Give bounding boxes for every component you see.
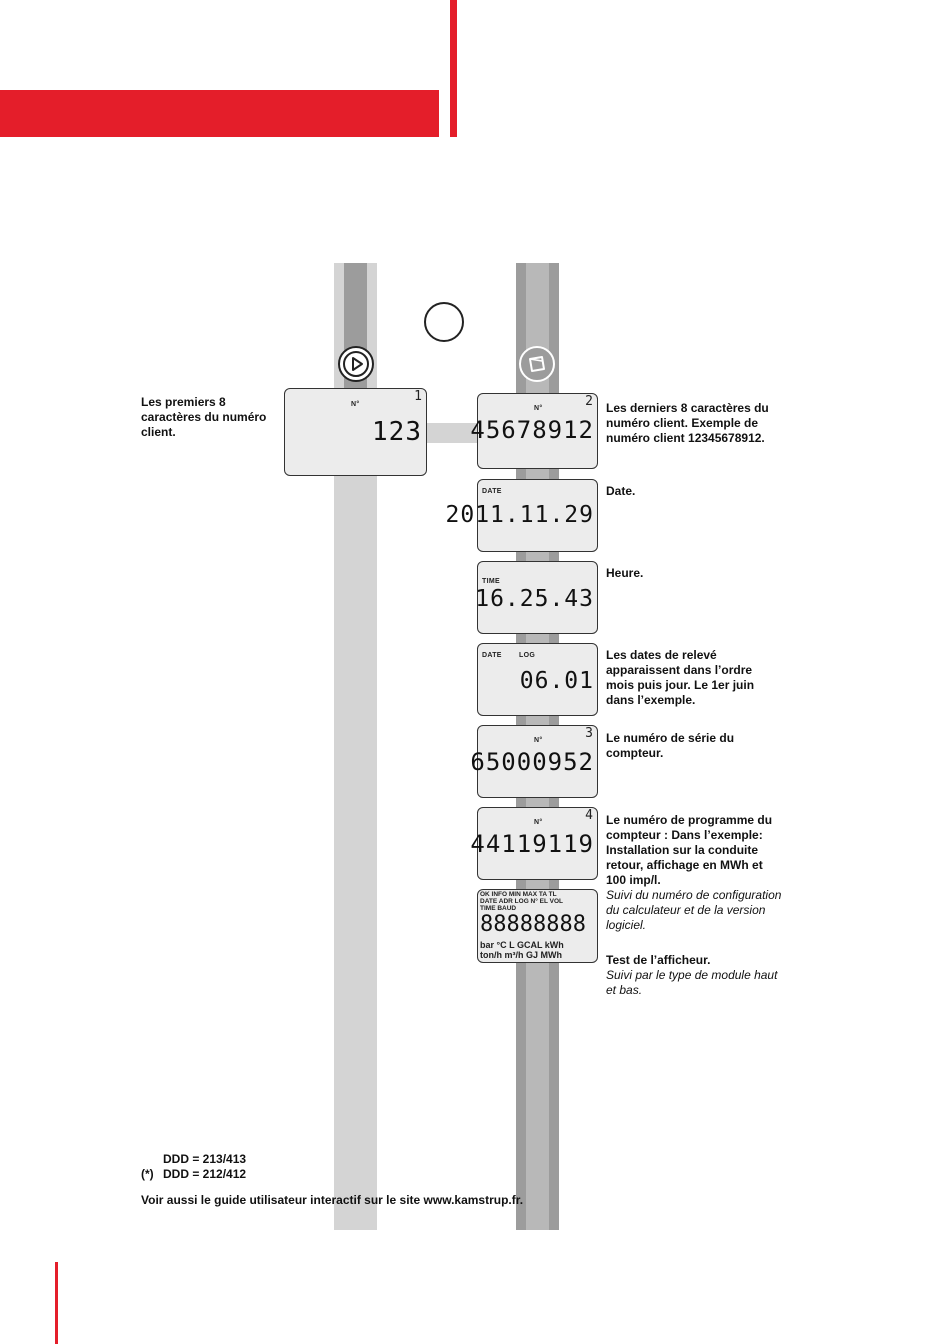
ddd-prefix: (*) <box>141 1167 154 1181</box>
lcd-value: 06.01 <box>519 668 594 694</box>
time-description: Heure. <box>606 566 644 580</box>
circle-icon <box>424 302 464 342</box>
lcd-value: 44119119 <box>470 830 594 858</box>
lcd-label: TIME <box>482 578 500 585</box>
header-red-bar <box>0 90 439 137</box>
header-red-divider <box>450 0 457 137</box>
test-segment-labels <box>480 891 563 912</box>
log-description: Les dates de relevé apparaissent dans l’ordre mois puis jour. Le 1er juin dans l’exemple. <box>606 648 755 707</box>
play-button[interactable] <box>338 346 374 382</box>
lcd-label-log: LOG <box>519 652 536 659</box>
test-line-3: TIME BAUD <box>480 905 517 912</box>
window-button[interactable] <box>519 346 555 382</box>
lcd-display-time <box>477 561 598 634</box>
lcd-display-4 <box>470 807 598 880</box>
program-description-bold: Le numéro de programme du compteur : Dans l’exemple: Installation sur la conduite retour, affichage en MWh et 100 imp/l. <box>606 813 773 887</box>
test-description <box>606 953 781 998</box>
program-description-italic: Suivi du numéro de configuration du calculateur et de la version logiciel. <box>606 888 782 932</box>
date-description: Date. <box>606 484 636 498</box>
lcd-value: 2011.11.29 <box>445 502 594 528</box>
lcd-value: 65000952 <box>470 748 594 776</box>
footer-red-line <box>55 1262 58 1344</box>
test-units-2: ton/h m³/h GJ MWh <box>480 950 562 960</box>
lcd-label: N° <box>534 737 543 744</box>
lcd-display-date <box>445 479 598 552</box>
lcd-label: N° <box>534 819 543 826</box>
serial-description: Le numéro de série du compteur. <box>606 731 735 760</box>
ddd-line-2: DDD = 212/412 <box>163 1167 247 1181</box>
test-line-2: DATE ADR LOG N° EL VOL <box>480 898 564 905</box>
window-icon <box>525 352 549 376</box>
lcd-index: 1 <box>414 389 422 404</box>
test-digits: 88888888 <box>480 912 586 937</box>
test-line-1: OK INFO MIN MAX TA TL <box>480 891 557 898</box>
lcd-index: 3 <box>585 726 593 741</box>
lcd-label: DATE <box>482 488 502 495</box>
lcd-display-2 <box>470 393 598 469</box>
lcd-value: 16.25.43 <box>475 586 594 612</box>
test-unit-labels <box>480 940 564 960</box>
test-description-italic: Suivi par le type de module haut et bas. <box>606 968 778 997</box>
lcd-label: N° <box>534 405 543 412</box>
lcd-label: N° <box>351 401 360 408</box>
lcd-value: 45678912 <box>470 416 594 444</box>
lcd-index: 2 <box>585 394 593 409</box>
lcd-index: 4 <box>585 808 593 823</box>
play-icon <box>342 350 370 378</box>
lcd-value: 123 <box>372 417 422 447</box>
footer-note[interactable]: Voir aussi le guide utilisateur interactif sur le site www.kamstrup.fr. <box>141 1193 524 1207</box>
left-display-description: Les premiers 8 caractères du numéro client. <box>141 395 267 439</box>
lcd-display-test <box>477 889 598 963</box>
test-units-1: bar °C L GCAL kWh <box>480 940 564 950</box>
lcd-display-1 <box>284 388 427 476</box>
lcd-display-log <box>477 643 598 716</box>
ddd-line-1: DDD = 213/413 <box>163 1152 247 1166</box>
program-description <box>606 813 786 933</box>
test-description-bold: Test de l’afficheur. <box>606 953 711 967</box>
display-2-description: Les derniers 8 caractères du numéro client. Exemple de numéro client 12345678912. <box>606 401 769 445</box>
lcd-label: DATE <box>482 652 502 659</box>
lcd-display-3 <box>470 725 598 798</box>
